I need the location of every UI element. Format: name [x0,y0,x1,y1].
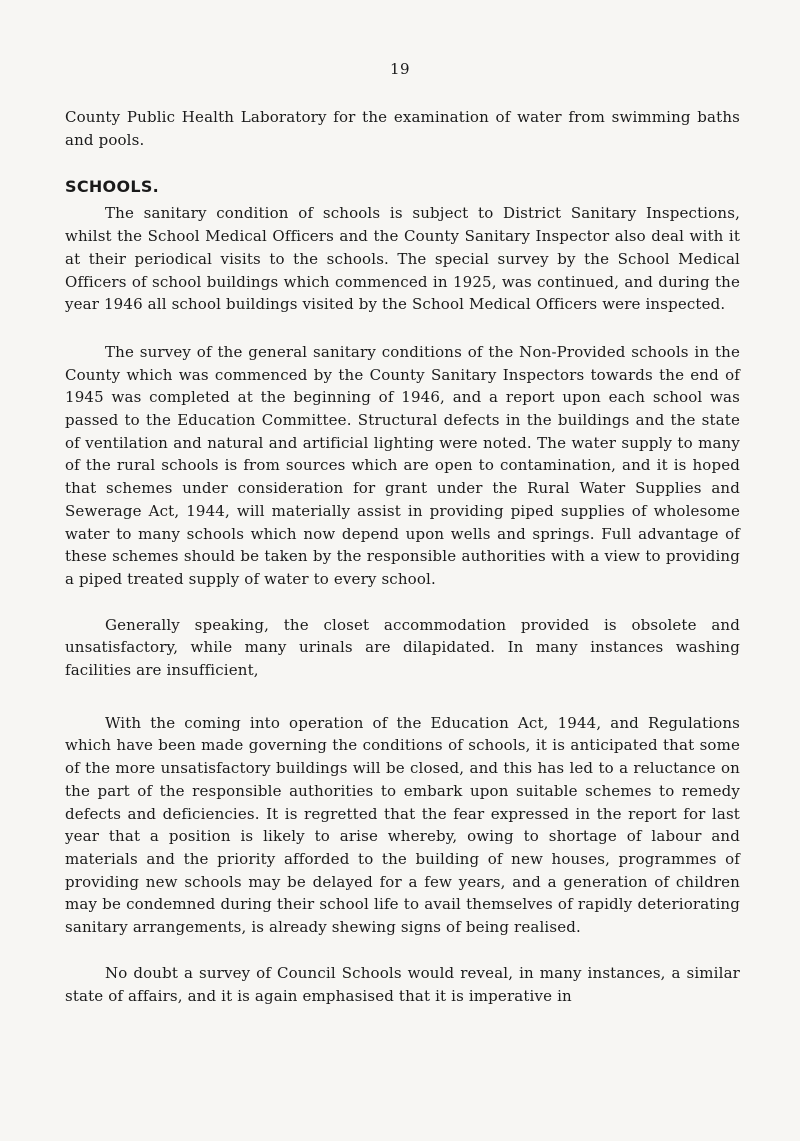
section-heading-schools: SCHOOLS. [65,177,160,197]
page-number: 19 [389,60,411,78]
schools-paragraph-4: With the coming into operation of the Education Act, 1944, and Regulations which have been made governing the conditions of schools, it is anticipated that some of the more unsatisfactory buildings will be closed, and this has led to a reluctance on the part of the responsible authorities to embark upon suitable schemes to remedy defects and deficiencies. It is regretted that the fear expressed in the report for last year that a position is likely to arise whereby, owing to shortage of labour and materials and the priority afforded to the building of new houses, programmes of providing new schools may be delayed for a few years, and a generation of children may be condemned during their school life to avail themselves of rapidly deteriorating sanitary arrangements, is already shewing signs of being realised. [65,713,740,937]
schools-paragraph-3: Generally speaking, the closet accommodation provided is obsolete and unsatisfactory, while many urinals are dilapidated. In many instances washing facilities are insufficient, [65,615,740,680]
page-body [65,106,740,1007]
schools-paragraph-2: The survey of the general sanitary conditions of the Non-Provided schools in the County which was commenced by the County Sanitary Inspectors towards the end of 1945 was completed at the beginning of 1946, and a report upon each school was passed to the Education Committee. Structural defects in the buildings and the state of ventilation and natural and artificial lighting were noted. The water supply to many of the rural schools is from sources which are open to contamination, and it is hoped that schemes under consideration for grant under the Rural Water Supplies and Sewerage Act, 1944, will materially assist in providing piped supplies of wholesome water to many schools which now depend upon wells and springs. Full advantage of these schemes should be taken by the responsible authorities with a view to providing a piped treated supply of water to every school. [65,342,740,588]
schools-paragraph-5: No doubt a survey of Council Schools would reveal, in many instances, a similar state of affairs, and it is again emphasised that it is imperative in [65,963,740,1005]
intro-paragraph: County Public Health Laboratory for the examination of water from swimming baths and pools. [65,108,740,149]
schools-paragraph-1: The sanitary condition of schools is subject to District Sanitary Inspections, whilst the School Medical Officers and the County Sanitary Inspector also deal with it at their periodical visits to the schools. The special survey by the School Medical Officers of school buildings which commenced in 1925, was continued, and during the year 1946 all school buildings visited by the School Medical Officers were inspected. [65,204,740,314]
